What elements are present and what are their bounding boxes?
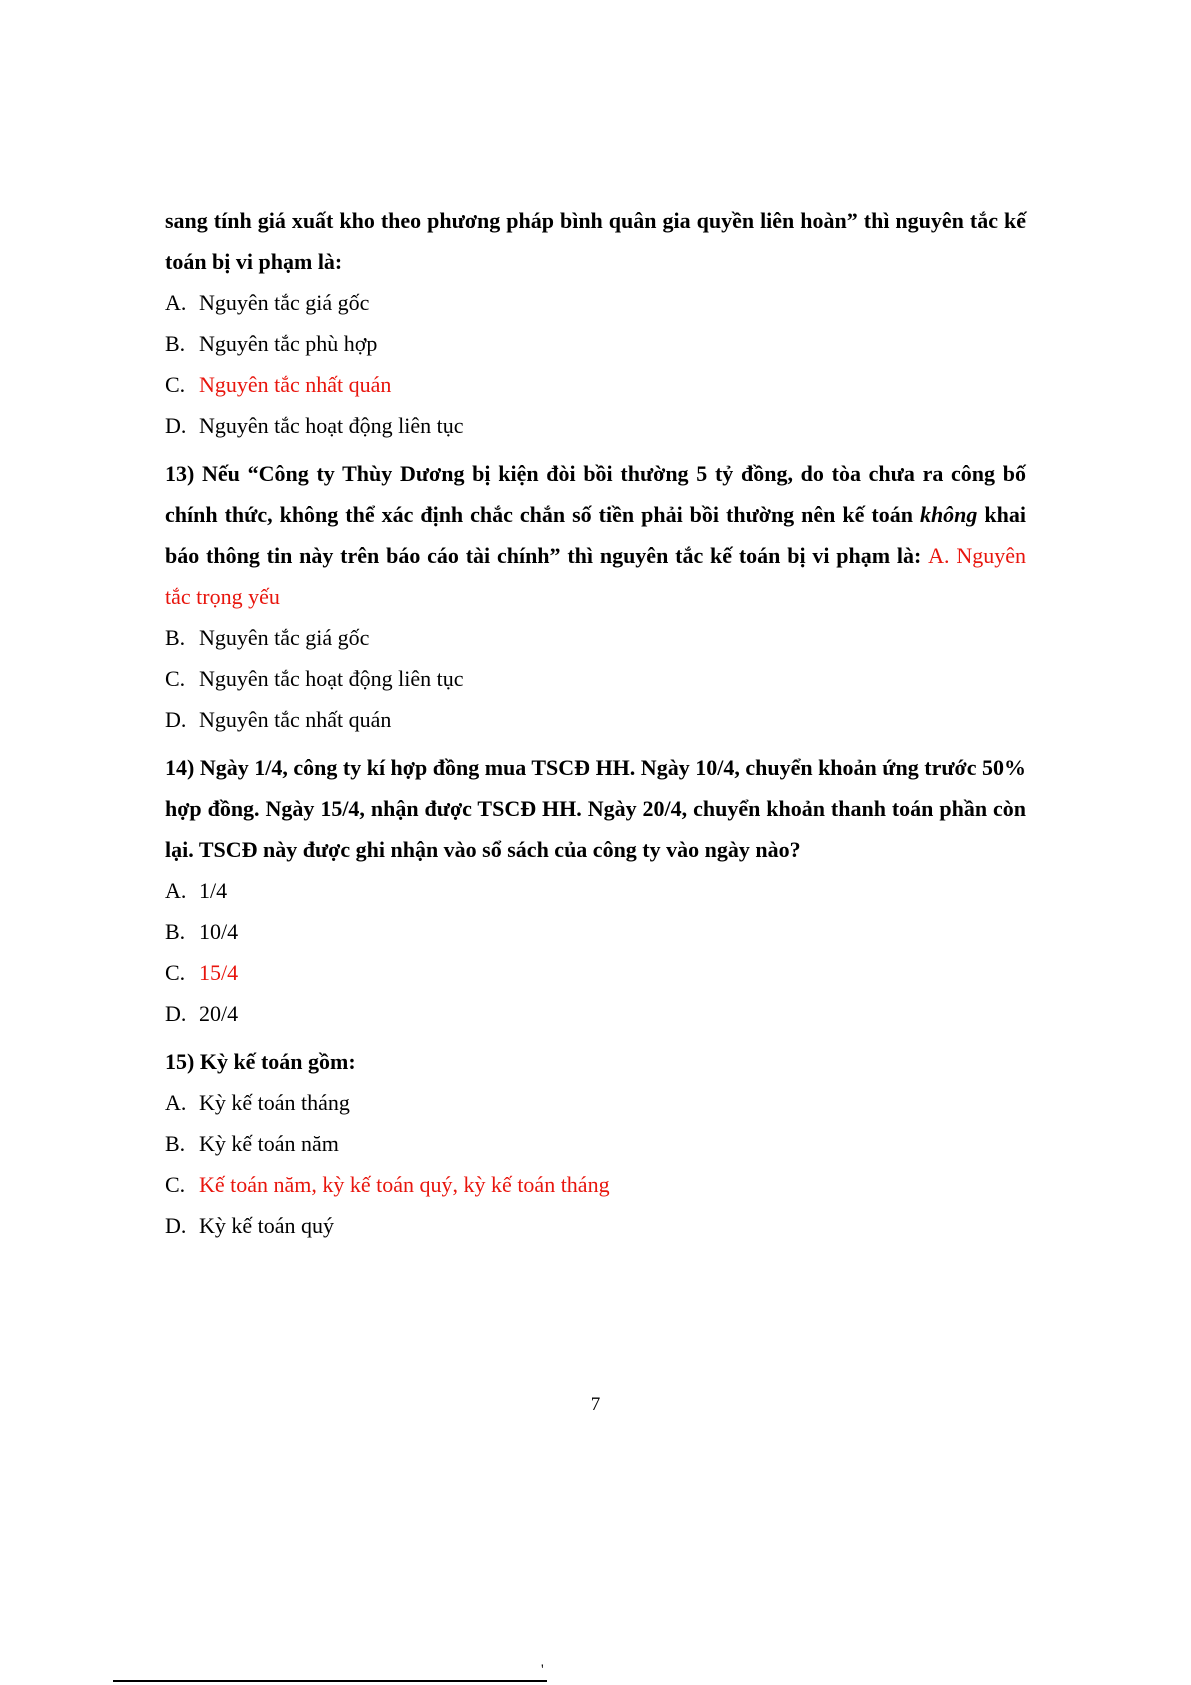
option-label: A. [165, 1090, 187, 1115]
question-14-option-a [165, 870, 1026, 911]
option-label: C. [165, 372, 186, 397]
question-14-stem-text: 14) Ngày 1/4, công ty kí hợp đồng mua TSCĐ HH. Ngày 10/4, chuyển khoản ứng trước 50% hợp đồng. Ngày 15/4, nhận được TSCĐ HH. Ngày 20/4, chuyển khoản thanh toán phần còn lại. TSCĐ này được ghi nhận vào sổ sách của công ty vào ngày nào? [165, 755, 1026, 862]
option-label: A. [165, 878, 187, 903]
option-text: Nguyên tắc giá gốc [199, 625, 370, 650]
option-label: A. [165, 290, 187, 315]
question-15-option-b [165, 1123, 1026, 1164]
question-13-option-b [165, 617, 1026, 658]
question-14-stem [165, 747, 1026, 870]
question-13-option-d [165, 699, 1026, 740]
option-label: B. [165, 625, 186, 650]
question-12-stem-text: sang tính giá xuất kho theo phương pháp bình quân gia quyền liên hoàn” thì nguyên tắc kế toán bị vi phạm là: [165, 208, 1026, 274]
question-13-stem-italic-word: không [919, 502, 978, 527]
question-14-option-c [165, 952, 1026, 993]
option-text: 20/4 [199, 1001, 239, 1026]
option-label: C. [165, 666, 186, 691]
option-label: D. [165, 1001, 187, 1026]
option-text: Kỳ kế toán quý [199, 1213, 335, 1238]
option-label: C. [165, 960, 186, 985]
question-13-inline-correct-answer: A. Nguyên tắc trọng yếu [165, 543, 1027, 609]
option-text: 10/4 [199, 919, 239, 944]
option-text: Kỳ kế toán năm [199, 1131, 339, 1156]
question-13-stem [165, 453, 1026, 617]
page-number: 7 [590, 1394, 601, 1415]
option-label: B. [165, 331, 186, 356]
question-12-option-a [165, 282, 1026, 323]
option-label: D. [165, 707, 187, 732]
option-text-correct-answer: 15/4 [199, 960, 239, 985]
question-12-stem-continuation [165, 200, 1026, 282]
option-label: C. [165, 1172, 186, 1197]
option-text: Nguyên tắc phù hợp [199, 331, 378, 356]
option-text: 1/4 [199, 878, 228, 903]
question-15-stem-text: 15) Kỳ kế toán gồm: [165, 1049, 356, 1074]
question-14-option-b [165, 911, 1026, 952]
question-13-stem-text: khai báo thông tin này trên báo cáo tài chính” thì nguyên tắc kế toán bị vi phạm là: [165, 502, 1026, 568]
option-text: Nguyên tắc giá gốc [199, 290, 370, 315]
page-content [165, 200, 1026, 1246]
question-12-option-d [165, 405, 1026, 446]
question-14-option-d [165, 993, 1026, 1034]
question-15-option-c [165, 1164, 1026, 1205]
page-break-line [113, 1680, 547, 1682]
option-label: B. [165, 919, 186, 944]
option-text: Kỳ kế toán tháng [199, 1090, 350, 1115]
option-text: Nguyên tắc nhất quán [199, 707, 392, 732]
option-label: D. [165, 413, 187, 438]
question-15-option-d [165, 1205, 1026, 1246]
question-15-stem [165, 1041, 1026, 1082]
option-text-correct-answer: Nguyên tắc nhất quán [199, 372, 392, 397]
question-12-option-c [165, 364, 1026, 405]
question-13-stem-text: 13) Nếu “Công ty Thùy Dương bị kiện đòi bồi thường 5 tỷ đồng, do tòa chưa ra công bố chính thức, không thể xác định chắc chắn số tiền phải bồi thường nên kế toán [165, 461, 1026, 527]
question-12-option-b [165, 323, 1026, 364]
option-text-correct-answer: Kế toán năm, kỳ kế toán quý, kỳ kế toán tháng [199, 1172, 610, 1197]
question-13-option-c [165, 658, 1026, 699]
option-text: Nguyên tắc hoạt động liên tục [199, 413, 464, 438]
option-label: B. [165, 1131, 186, 1156]
option-label: D. [165, 1213, 187, 1238]
option-text: Nguyên tắc hoạt động liên tục [199, 666, 464, 691]
question-15-option-a [165, 1082, 1026, 1123]
cutoff-character: ' [541, 1662, 544, 1678]
